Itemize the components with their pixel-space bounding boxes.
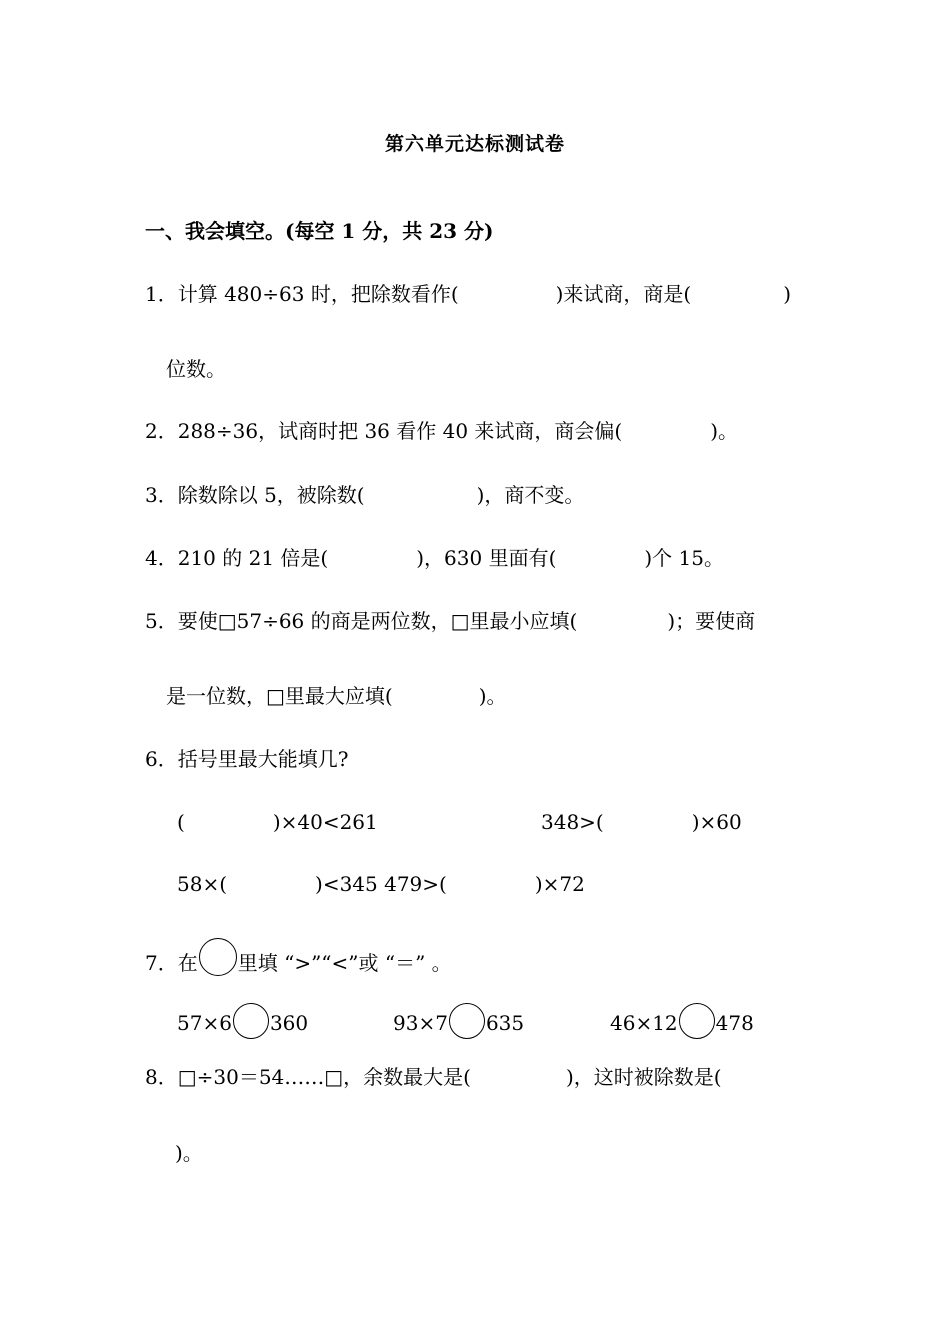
q7-compare-3	[610, 1003, 754, 1039]
q8-text-a: 8．□÷30＝54……□，余数最大是(	[145, 1065, 471, 1089]
q3-text-b: )，商不变。	[476, 483, 585, 507]
q1-text-b: )来试商，商是(	[555, 282, 692, 306]
q6-expr-1-b: )×40<261	[272, 810, 378, 834]
q5-line2-a: 是一位数，□里最大应填(	[166, 684, 393, 708]
circle-icon	[199, 938, 237, 976]
q7-compare-2-left: 93×7	[393, 1011, 448, 1035]
question-3	[145, 482, 584, 508]
q2-text-a: 2．288÷36，试商时把 36 看作 40 来试商，商会偏(	[145, 419, 623, 443]
compare-circle-1[interactable]	[233, 1003, 269, 1039]
q5-text-b: )；要使商	[667, 609, 756, 633]
q6-expr-1-a: (	[177, 810, 185, 834]
q7-compare-1	[177, 1003, 308, 1039]
question-7	[145, 938, 452, 976]
q7-compare-1-left: 57×6	[177, 1011, 232, 1035]
q8-text-b: )，这时被除数是(	[565, 1065, 722, 1089]
q4-text-b: )，630 里面有(	[416, 546, 557, 570]
question-8	[145, 1064, 722, 1090]
q6-expr-3	[177, 871, 585, 897]
page-title: 第六单元达标测试卷	[384, 133, 565, 155]
q4-text-c: )个 15。	[644, 546, 724, 570]
q1-text-a: 1．计算 480÷63 时，把除数看作(	[145, 282, 459, 306]
q2-text-b: )。	[710, 419, 739, 443]
q6-expr-2-b: )×60	[691, 810, 742, 834]
q1-text-c: )	[783, 282, 792, 306]
question-6: 6．括号里最大能填几?	[145, 747, 349, 771]
q7-compare-2-right: 635	[485, 1011, 525, 1035]
question-5	[145, 608, 755, 634]
q5-text-a: 5．要使□57÷66 的商是两位数，□里最小应填(	[145, 609, 578, 633]
q7-compare-1-right: 360	[269, 1011, 309, 1035]
q6-expr-3-c: )×72	[534, 872, 585, 896]
q8-line-2: )。	[175, 1141, 203, 1165]
q5-line-2	[166, 683, 507, 709]
compare-circle-2[interactable]	[449, 1003, 485, 1039]
q7-text-b: 里填 “>”“<”或 “＝” 。	[237, 951, 452, 975]
q6-expr-3-a: 58×(	[177, 872, 228, 896]
q5-line2-b: )。	[478, 684, 507, 708]
q6-expr-2-a: 348>(	[541, 810, 604, 834]
q6-expr-3-b: )<345 479>(	[315, 872, 447, 896]
q7-compare-2	[393, 1003, 524, 1039]
q1-line-2: 位数。	[166, 357, 226, 381]
q6-expr-1	[177, 809, 378, 835]
q4-text-a: 4．210 的 21 倍是(	[145, 546, 329, 570]
q7-compare-3-left: 46×12	[610, 1011, 678, 1035]
q3-text-a: 3．除数除以 5，被除数(	[145, 483, 365, 507]
section-heading: 一、我会填空。(每空 1 分，共 23 分)	[145, 219, 494, 243]
q7-text-a: 7．在	[145, 951, 198, 975]
question-2	[145, 418, 738, 444]
question-1	[145, 281, 791, 307]
q6-expr-2	[541, 809, 742, 835]
compare-circle-3[interactable]	[679, 1003, 715, 1039]
question-4	[145, 545, 724, 571]
q7-compare-3-right: 478	[715, 1011, 754, 1035]
